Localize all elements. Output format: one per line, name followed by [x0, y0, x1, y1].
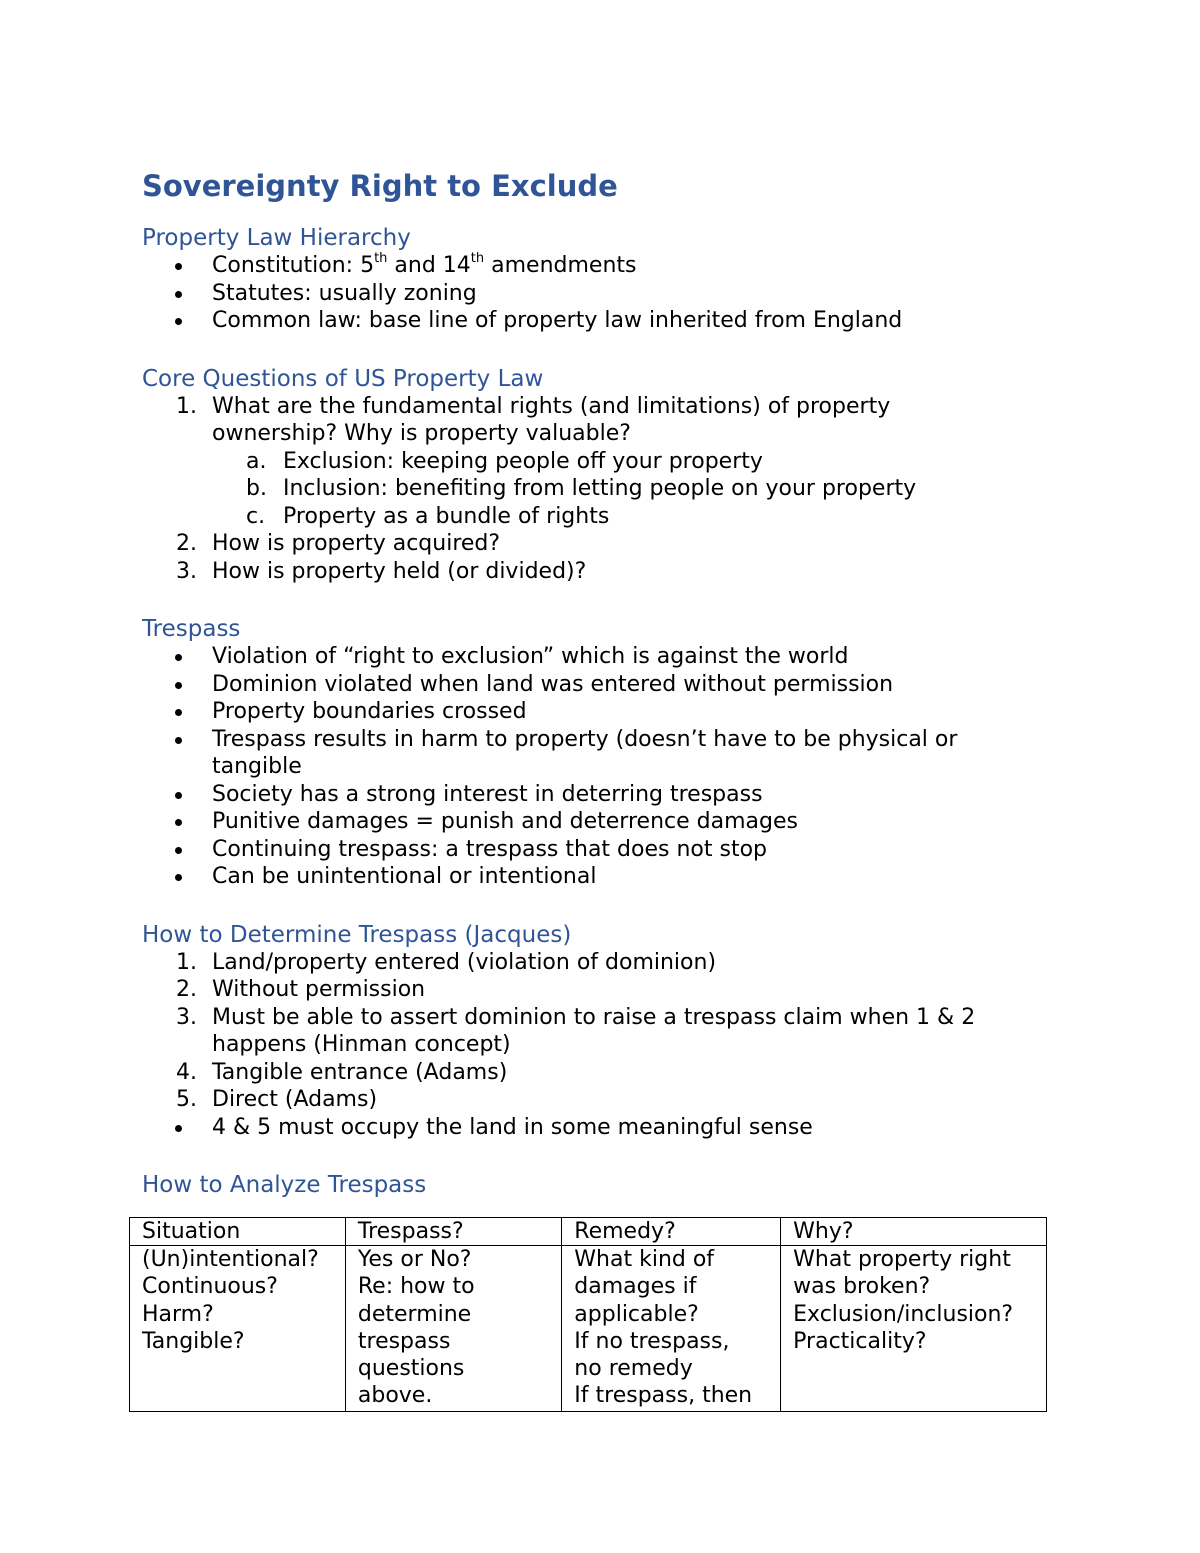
table-cell: Yes or No? Re: how to determine trespass questions above. [345, 1246, 561, 1412]
table-cell: (Un)intentional? Continuous? Harm? Tangible? [130, 1246, 346, 1412]
list-item: 5. Direct (Adams) [176, 1087, 378, 1112]
heading-property-law-hierarchy: Property Law Hierarchy [142, 225, 411, 251]
table-header-cell: Situation [130, 1218, 346, 1246]
sub-list-item: b. Inclusion: benefiting from letting people on your property [246, 476, 917, 501]
hierarchy-list [142, 252, 1062, 335]
list-item: 1. Land/property entered (violation of dominion) [176, 949, 717, 975]
table-header-cell: Why? [781, 1218, 1047, 1246]
table-header-cell: Trespass? [345, 1218, 561, 1246]
core-questions-list [142, 393, 1062, 586]
list-item: Society has a strong interest in deterring trespass [142, 781, 1062, 809]
table-header-cell: Remedy? [562, 1218, 781, 1246]
heading-trespass: Trespass [142, 616, 241, 642]
list-item: Statutes: usually zoning [142, 280, 1062, 308]
list-item: Can be unintentional or intentional [142, 863, 1062, 891]
list-item: 4. Tangible entrance (Adams) [176, 1059, 508, 1085]
list-item-continuation: tangible [212, 754, 302, 779]
analyze-trespass-table [129, 1217, 1047, 1412]
list-item: Common law: base line of property law inherited from England [142, 307, 1062, 335]
list-item: 2. Without permission [176, 977, 426, 1002]
table-header-row [130, 1218, 1047, 1246]
list-item: Dominion violated when land was entered without permission [142, 671, 1062, 699]
list-item: Property boundaries crossed [142, 698, 1062, 726]
list-item: Constitution: 5th and 14th amendments [142, 252, 1062, 280]
trespass-list [142, 643, 1062, 891]
list-item: Continuing trespass: a trespass that does not stop [142, 836, 1062, 864]
list-item: 3. Must be able to assert dominion to raise a trespass claim when 1 & 2 [176, 1004, 976, 1030]
list-item-continuation: happens (Hinman concept) [212, 1032, 511, 1057]
sub-list-item: a. Exclusion: keeping people off your property [246, 448, 763, 474]
table-row [130, 1246, 1047, 1412]
list-item: Trespass results in harm to property (doesn’t have to be physical or [142, 726, 1062, 754]
heading-analyze-trespass: How to Analyze Trespass [142, 1172, 427, 1198]
heading-determine-trespass: How to Determine Trespass (Jacques) [142, 921, 572, 948]
determine-list [142, 949, 1062, 1142]
list-item: Punitive damages = punish and deterrence damages [142, 808, 1062, 836]
list-item: 1. What are the fundamental rights (and limitations) of property ownership? Why is property valuable? [176, 393, 891, 446]
heading-core-questions: Core Questions of US Property Law [142, 365, 544, 392]
list-item: 2. How is property acquired? [176, 531, 501, 556]
list-item: 3. How is property held (or divided)? [176, 558, 587, 584]
sub-list-item: c. Property as a bundle of rights [246, 503, 610, 529]
list-item: Violation of “right to exclusion” which is against the world [142, 643, 1062, 671]
document-title: Sovereignty Right to Exclude [142, 169, 618, 203]
table-cell: What kind of damages if applicable? If no trespass, no remedy If trespass, then [562, 1246, 781, 1412]
table-cell: What property right was broken? Exclusion/inclusion? Practicality? [781, 1246, 1047, 1412]
list-item: 4 & 5 must occupy the land in some meaningful sense [142, 1114, 1062, 1142]
document-page [142, 160, 1062, 1199]
